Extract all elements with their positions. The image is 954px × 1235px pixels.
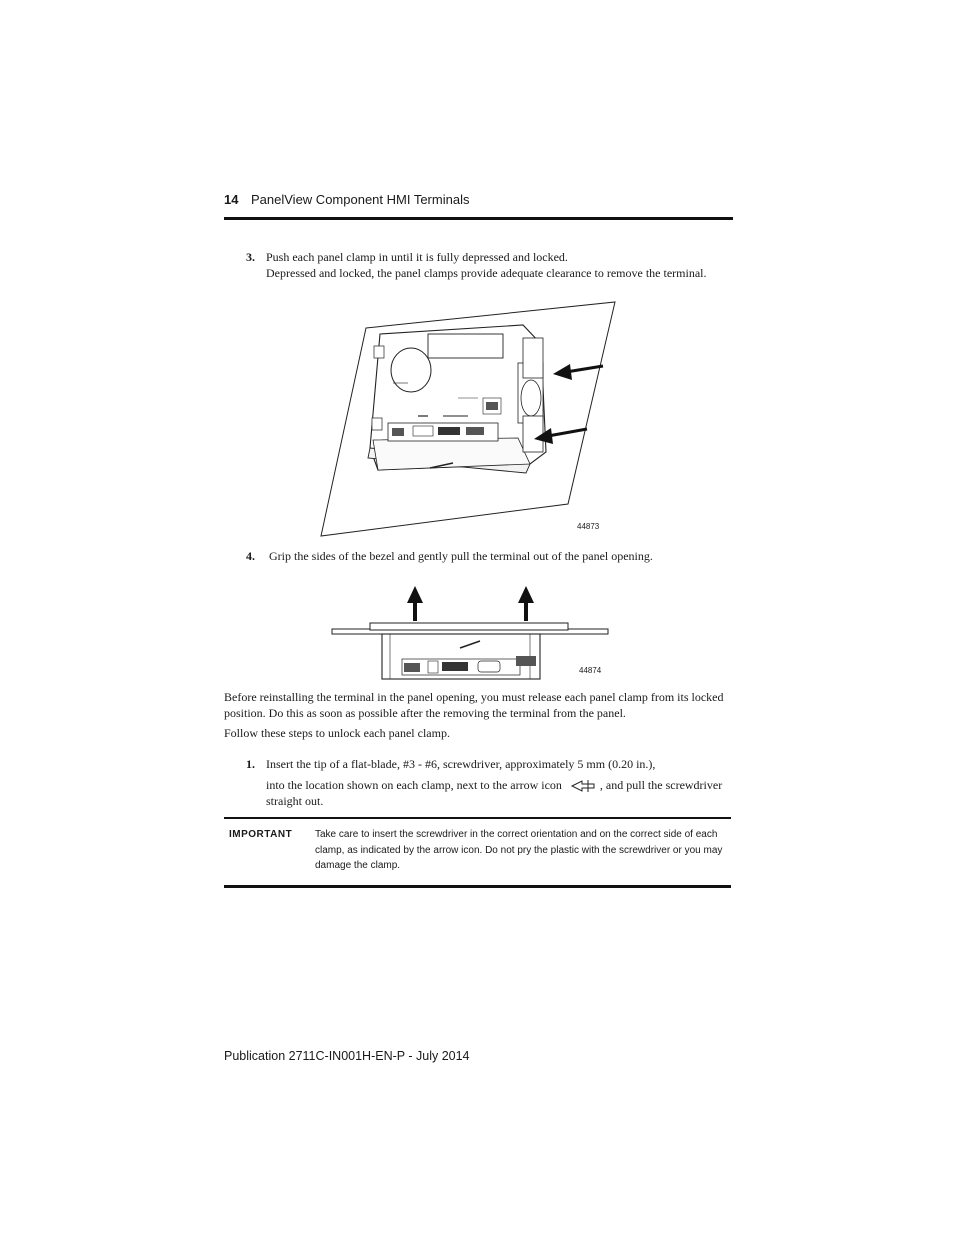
paragraph-line: position. Do this as soon as possible after the removing the terminal from the panel. — [224, 706, 626, 720]
step-line-text: into the location shown on each clamp, next to the arrow icon — [266, 778, 562, 792]
important-line: Take care to insert the screwdriver in the correct orientation and on the correct side of each — [315, 829, 718, 840]
step-number: 3. — [246, 250, 255, 264]
step-number: 4. — [246, 549, 255, 563]
figure-push-clamps — [318, 298, 618, 540]
step-line: Insert the tip of a flat-blade, #3 - #6, screwdriver, approximately 5 mm (0.20 in.), — [266, 757, 656, 771]
important-line: damage the clamp. — [315, 860, 401, 871]
notice-top-rule — [224, 817, 731, 819]
step-text — [266, 249, 736, 281]
clamp-arrow-icon — [570, 779, 598, 793]
running-header — [224, 192, 733, 220]
page-number: 14 — [224, 192, 239, 207]
publication-footer: Publication 2711C-IN001H-EN-P - July 2014 — [224, 1049, 470, 1063]
step-line — [266, 777, 736, 793]
figure-id: 44873 — [577, 522, 600, 531]
important-line: clamp, as indicated by the arrow icon. Do not pry the plastic with the screwdriver or you may — [315, 844, 723, 856]
step-text: Grip the sides of the bezel and gently pull the terminal out of the panel opening. — [269, 549, 653, 563]
paragraph-reinstall — [224, 689, 724, 721]
paragraph-line: Before reinstalling the terminal in the panel opening, you must release each panel clamp from its locked — [224, 690, 724, 704]
notice-bottom-rule — [224, 885, 731, 888]
panel-clamp-illustration — [318, 298, 618, 540]
terminal-removal-illustration — [330, 583, 612, 683]
paragraph-follow: Follow these steps to unlock each panel clamp. — [224, 726, 450, 740]
important-label: IMPORTANT — [229, 829, 293, 840]
important-text — [315, 827, 731, 874]
step-line-text: , and pull the screwdriver — [599, 778, 723, 792]
step-line: straight out. — [266, 794, 324, 809]
step-line: Push each panel clamp in until it is fully depressed and locked. — [266, 250, 568, 264]
figure-id: 44874 — [579, 666, 602, 675]
step-line: Depressed and locked, the panel clamps provide adequate clearance to remove the terminal. — [266, 266, 707, 280]
step-text — [266, 756, 736, 809]
header-rule — [224, 217, 733, 220]
important-notice — [224, 817, 731, 888]
step-1 — [246, 756, 726, 812]
step-number: 1. — [246, 757, 255, 771]
figure-pull-terminal — [330, 583, 612, 683]
document-title: PanelView Component HMI Terminals — [251, 192, 470, 207]
